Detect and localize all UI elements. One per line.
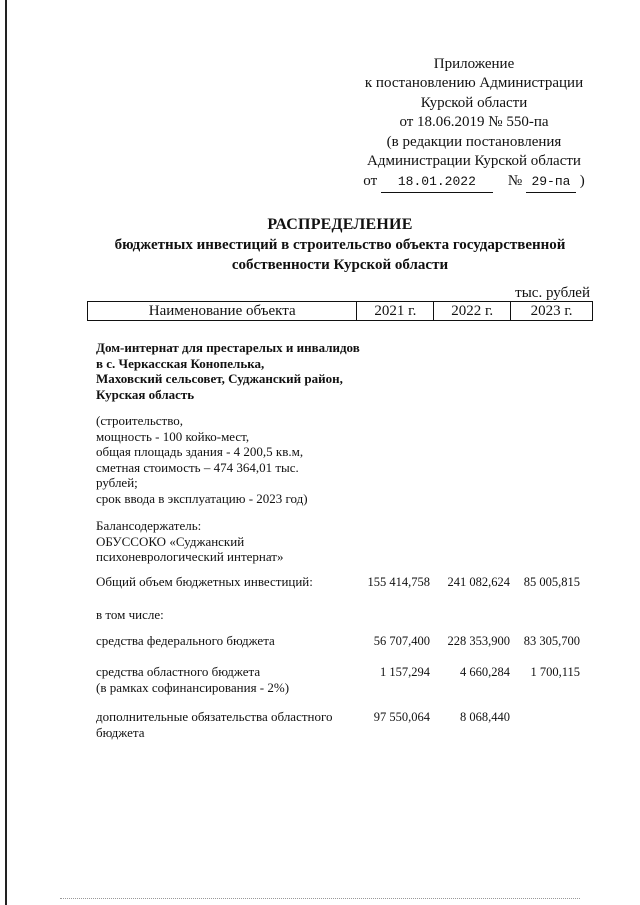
object-details bbox=[96, 413, 356, 506]
appendix-line: от 18.06.2019 № 550-па bbox=[399, 114, 549, 131]
header-2023: 2023 г. bbox=[511, 302, 593, 321]
object-name-line: Дом-интернат для престарелых и инвалидов bbox=[96, 340, 360, 355]
scan-left-edge bbox=[5, 0, 7, 905]
row-label-text: средства областного бюджета bbox=[96, 664, 261, 679]
title-sub-line: собственности Курской области bbox=[231, 257, 449, 273]
scan-bottom-edge bbox=[60, 898, 580, 900]
object-name bbox=[96, 340, 376, 402]
holder-line: ОБУССОКО «Суджанский bbox=[96, 533, 245, 549]
row-label-text: Общий объем бюджетных инвестиций: bbox=[96, 574, 313, 589]
row-total-label bbox=[96, 574, 356, 590]
number-prefix: № bbox=[507, 173, 523, 190]
appendix-line: к постановлению Администрации bbox=[364, 75, 584, 92]
object-name-line: в с. Черкасская Конопелька, bbox=[96, 355, 265, 371]
header-2021: 2021 г. bbox=[357, 302, 434, 321]
row-federal-label bbox=[96, 633, 356, 649]
row-including-label bbox=[96, 607, 356, 623]
title-sub-line: бюджетных инвестиций в строительство объекта государственной bbox=[114, 237, 566, 253]
federal-2023: 83 305,700 bbox=[523, 634, 580, 648]
details-line: общая площадь здания - 4 200,5 кв.м, bbox=[96, 444, 304, 459]
object-name-line: Курская область bbox=[96, 386, 195, 402]
appendix-line: Администрации Курской области bbox=[367, 153, 581, 170]
row-label-text: средства федерального бюджета bbox=[96, 633, 275, 648]
appendix-block bbox=[358, 55, 590, 193]
total-2021: 155 414,758 bbox=[367, 575, 430, 589]
header-2022: 2022 г. bbox=[434, 302, 511, 321]
units-label: тыс. рублей bbox=[515, 285, 590, 301]
federal-2021: 56 707,400 bbox=[373, 634, 430, 648]
additional-2021: 97 550,064 bbox=[373, 710, 430, 724]
total-2022: 241 082,624 bbox=[447, 575, 510, 589]
title-main: РАСПРЕДЕЛЕНИЕ bbox=[267, 216, 413, 233]
amendment-date-line bbox=[358, 172, 590, 192]
total-2023: 85 005,815 bbox=[523, 575, 580, 589]
row-label-text: бюджета bbox=[96, 724, 145, 740]
row-label-text: (в рамках софинансирования - 2%) bbox=[96, 679, 290, 695]
additional-2022: 8 068,440 bbox=[460, 710, 510, 724]
regional-2021: 1 157,294 bbox=[380, 665, 430, 679]
row-additional-label bbox=[96, 709, 356, 740]
object-name-line: Маховский сельсовет, Суджанский район, bbox=[96, 371, 343, 386]
close-paren: ) bbox=[579, 173, 585, 190]
amendment-number: 29-па bbox=[526, 172, 576, 192]
federal-2022: 228 353,900 bbox=[447, 634, 510, 648]
header-name: Наименование объекта bbox=[88, 302, 357, 321]
amendment-date: 18.01.2022 bbox=[381, 172, 493, 192]
regional-2023: 1 700,115 bbox=[530, 665, 580, 679]
balance-holder bbox=[96, 518, 356, 565]
appendix-line: Курской области bbox=[420, 94, 528, 111]
table-header bbox=[87, 301, 593, 321]
details-line: мощность - 100 койко-мест, bbox=[96, 428, 250, 444]
row-label-text: дополнительные обязательства областного bbox=[96, 709, 333, 724]
regional-2022: 4 660,284 bbox=[460, 665, 510, 679]
details-line: сметная стоимость – 474 364,01 тыс. bbox=[96, 459, 299, 475]
details-line: срок ввода в эксплуатацию - 2023 год) bbox=[96, 490, 308, 506]
appendix-line: Приложение bbox=[433, 56, 515, 72]
row-regional-label bbox=[96, 664, 356, 695]
details-line: (строительство, bbox=[96, 413, 184, 428]
document-title bbox=[80, 215, 600, 275]
appendix-line: (в редакции постановления bbox=[386, 133, 562, 150]
row-label-text: в том числе: bbox=[96, 607, 164, 622]
holder-line: психоневрологический интернат» bbox=[96, 549, 284, 564]
from-prefix: от bbox=[363, 173, 378, 190]
details-line: рублей; bbox=[96, 475, 138, 490]
holder-line: Балансодержатель: bbox=[96, 518, 202, 533]
